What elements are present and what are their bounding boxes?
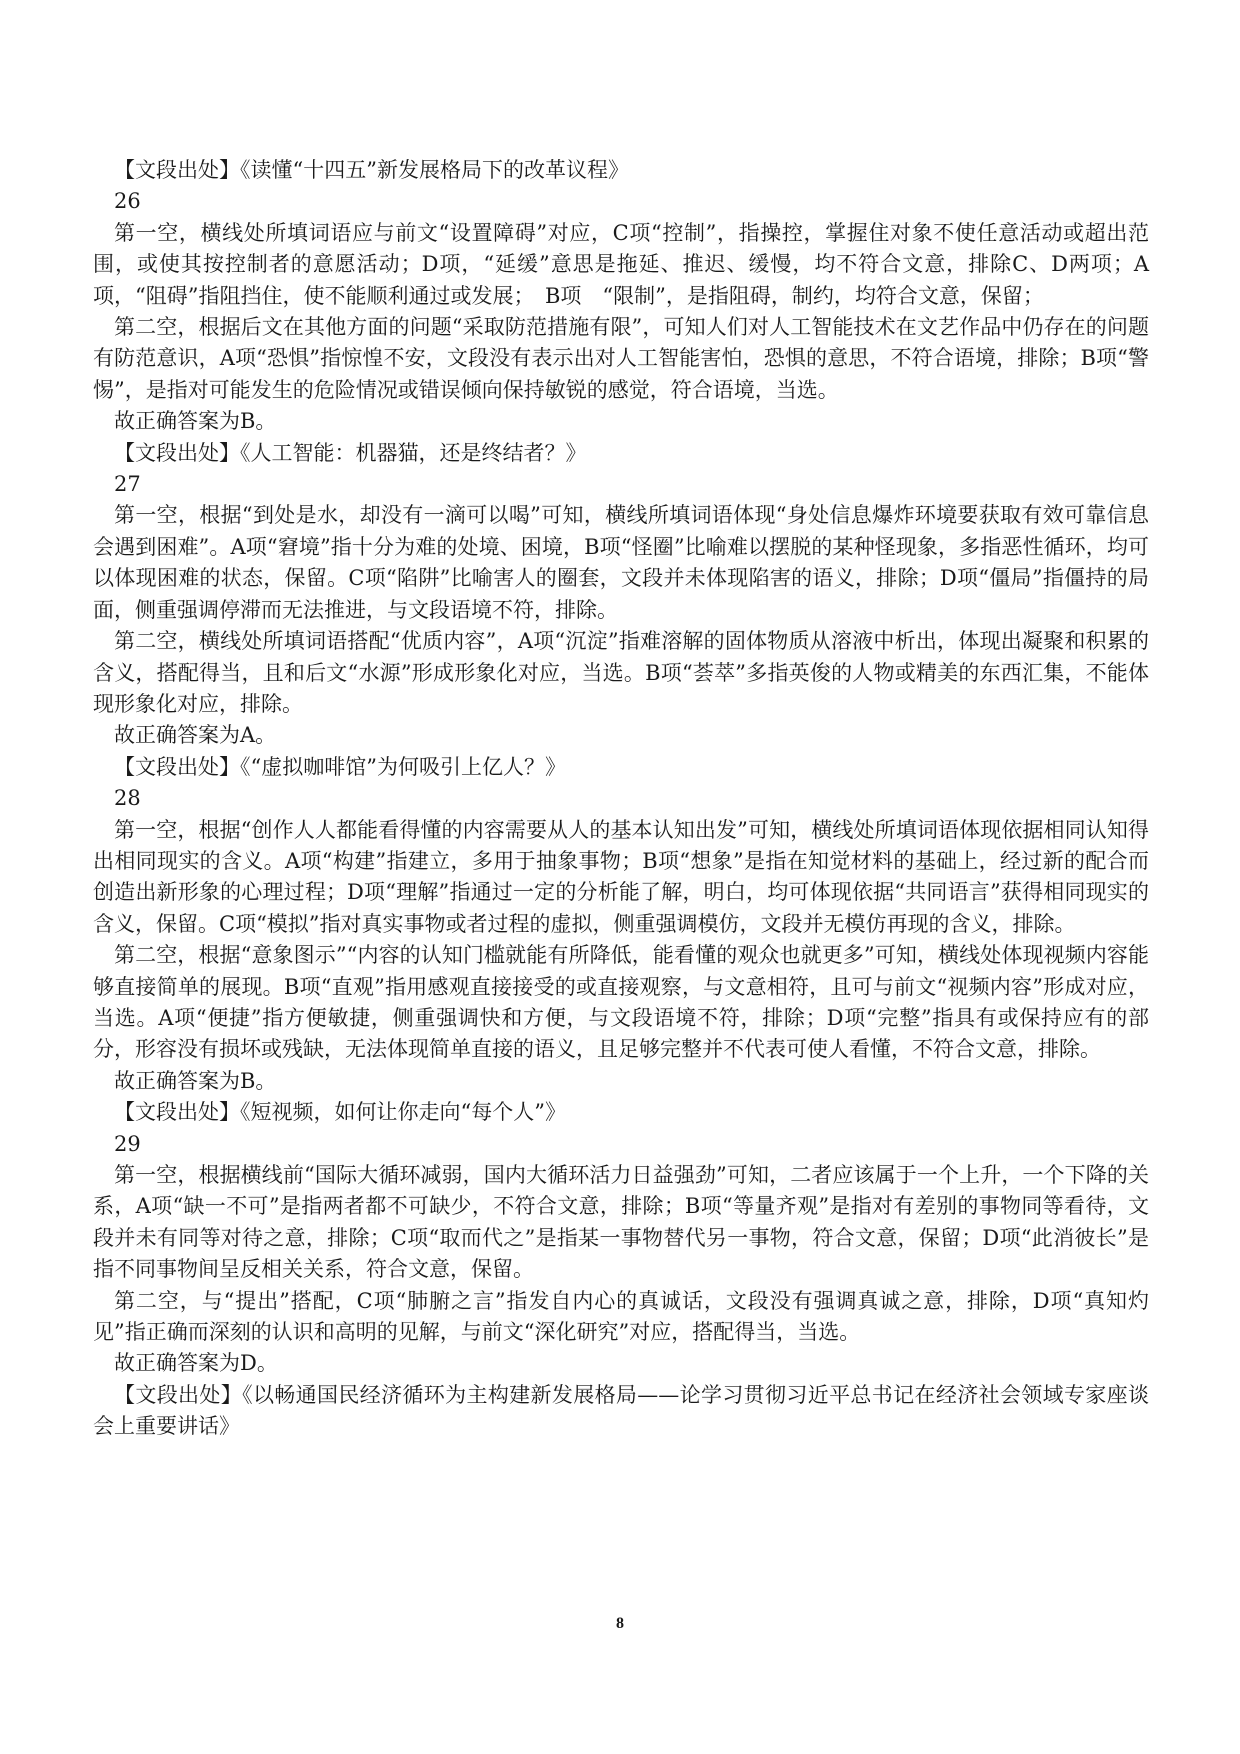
document-body	[93, 155, 1149, 1443]
source-citation: 【文段出处】《以畅通国民经济循环为主构建新发展格局——论学习贯彻习近平总书记在经济社会领域专家座谈会上重要讲话》	[93, 1382, 1149, 1439]
source-citation: 【文段出处】《人工智能：机器猫，还是终结者？》	[114, 440, 587, 465]
answer-line: 故正确答案为D。	[114, 1351, 278, 1376]
question-number: 28	[114, 786, 141, 811]
question-number: 27	[114, 472, 141, 497]
explanation-paragraph: 第一空，根据“到处是水，却没有一滴可以喝”可知，横线所填词语体现“身处信息爆炸环境要获取有效可靠信息会遇到困难”。A项“窘境”指十分为难的处境、困境，B项“怪圈”比喻难以摆脱的某种怪现象，多指恶性循环，均可以体现困难的状态，保留。C项“陷阱”比喻害人的圈套，文段并未体现陷害的语义，排除；D项“僵局”指僵持的局面，侧重强调停滞而无法推进，与文段语境不符，排除。	[93, 503, 1149, 622]
answer-line: 故正确答案为A。	[114, 723, 277, 748]
source-citation: 【文段出处】《读懂“十四五”新发展格局下的改革议程》	[114, 158, 629, 182]
explanation-paragraph: 第二空，根据后文在其他方面的问题“采取防范措施有限”，可知人们对人工智能技术在文艺作品中仍存在的问题有防范意识，A项“恐惧”指惊惶不安，文段没有表示出对人工智能害怕，恐惧的意思，不符合语境，排除；B项“警惕”，是指对可能发生的危险情况或错误倾向保持敏锐的感觉，符合语境，当选。	[93, 315, 1149, 402]
source-citation: 【文段出处】《短视频，如何让你走向“每个人”》	[114, 1100, 566, 1125]
page-number: 8	[616, 1615, 624, 1632]
explanation-paragraph: 第一空，根据“创作人人都能看得懂的内容需要从人的基本认知出发”可知，横线处所填词语体现依据相同认知得出相同现实的含义。A项“构建”指建立，多用于抽象事物；B项“想象”是指在知觉材料的基础上，经过新的配合而创造出新形象的心理过程；D项“理解”指通过一定的分析能了解，明白，均可体现依据“共同语言”获得相同现实的含义，保留。C项“模拟”指对真实事物或者过程的虚拟，侧重强调模仿，文段并无模仿再现的含义，排除。	[93, 817, 1149, 936]
explanation-paragraph: 第二空，根据“意象图示”“内容的认知门槛就能有所降低，能看懂的观众也就更多”可知，横线处体现视频内容能够直接简单的展现。B项“直观”指用感观直接接受的或直接观察，与文意相符，且可与前文“视频内容”形成对应，当选。A项“便捷”指方便敏捷，侧重强调快和方便，与文段语境不符，排除；D项“完整”指具有或保持应有的部分，形容没有损坏或残缺，无法体现简单直接的语义，且足够完整并不代表可使人看懂，不符合文意，排除。	[93, 943, 1149, 1062]
source-citation: 【文段出处】《“虚拟咖啡馆”为何吸引上亿人？》	[114, 754, 566, 779]
explanation-paragraph: 第二空，与“提出”搭配，C项“肺腑之言”指发自内心的真诚话，文段没有强调真诚之意，排除，D项“真知灼见”指正确而深刻的认识和高明的见解，与前文“深化研究”对应，搭配得当，当选。	[93, 1288, 1149, 1345]
question-number: 29	[114, 1131, 141, 1156]
answer-line: 故正确答案为B。	[114, 1068, 277, 1093]
explanation-paragraph: 第一空，横线处所填词语应与前文“设置障碍”对应，C项“控制”，指操控，掌握住对象不使任意活动或超出范围，或使其按控制者的意愿活动；D项，“延缓”意思是拖延、推迟、缓慢，均不符合文意，排除C、D两项；A项，“阻碍”指阻挡住，使不能顺利通过或发展； B项 “限制”，是指阻碍，制约，均符合文意，保留；	[93, 220, 1149, 308]
explanation-paragraph: 第一空，根据横线前“国际大循环减弱，国内大循环活力日益强劲”可知，二者应该属于一个上升，一个下降的关系，A项“缺一不可”是指两者都不可缺少，不符合文意，排除；B项“等量齐观”是指对有差别的事物同等看待，文段并未有同等对待之意，排除；C项“取而代之”是指某一事物替代另一事物，符合文意，保留；D项“此消彼长”是指不同事物间呈反相关关系，符合文意，保留。	[93, 1163, 1149, 1282]
answer-line: 故正确答案为B。	[114, 409, 277, 434]
explanation-paragraph: 第二空，横线处所填词语搭配“优质内容”，A项“沉淀”指难溶解的固体物质从溶液中析出，体现出凝聚和积累的含义，搭配得当，且和后文“水源”形成形象化对应，当选。B项“荟萃”多指英俊的人物或精美的东西汇集，不能体现形象化对应，排除。	[93, 629, 1149, 716]
question-number: 26	[114, 189, 141, 214]
